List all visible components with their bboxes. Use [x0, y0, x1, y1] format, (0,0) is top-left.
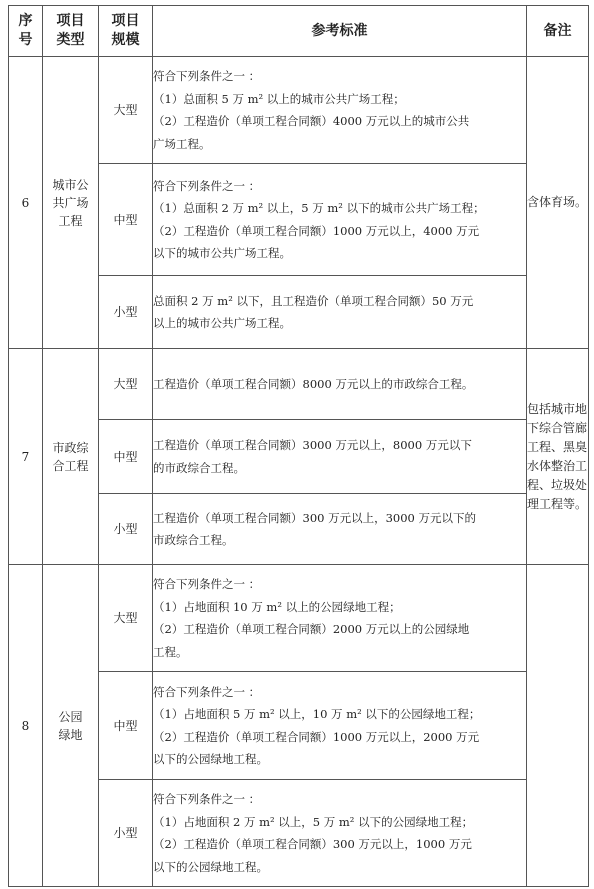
- table-row: [9, 349, 589, 420]
- header-note: 备注: [527, 6, 589, 57]
- header-type: 项目类型: [43, 6, 99, 57]
- note-cell: [527, 565, 589, 887]
- header-row: [9, 6, 589, 57]
- header-seq: 序号: [9, 6, 43, 57]
- type-cell: 市政综合工程: [43, 349, 99, 565]
- scale-cell: 小型: [99, 276, 153, 349]
- criteria-cell: 工程造价（单项工程合同额）300 万元以上，3000 万元以下的 市政综合工程。: [153, 494, 527, 565]
- type-cell: 公园绿地: [43, 565, 99, 887]
- note-cell: 含体育场。: [527, 57, 589, 349]
- criteria-cell: 总面积 2 万 m² 以下，且工程造价（单项工程合同额）50 万元 以上的城市公共广场工程。: [153, 276, 527, 349]
- scale-cell: 中型: [99, 672, 153, 780]
- scale-cell: 中型: [99, 420, 153, 494]
- standards-table: [8, 5, 589, 887]
- note-cell: 包括城市地下综合管廊工程、黑臭水体整治工程、垃圾处理工程等。: [527, 349, 589, 565]
- criteria-cell: 符合下列条件之一 ： （1）占地面积 10 万 m² 以上的公园绿地工程； （2）工程造价（单项工程合同额）2000 万元以上的公园绿地 工程。: [153, 565, 527, 672]
- table-row: [9, 57, 589, 164]
- scale-cell: 大型: [99, 565, 153, 672]
- seq-cell: 6: [9, 57, 43, 349]
- scale-cell: 大型: [99, 349, 153, 420]
- header-criteria: 参考标准: [153, 6, 527, 57]
- criteria-cell: 符合下列条件之一 ： （1）总面积 5 万 m² 以上的城市公共广场工程； （2）工程造价（单项工程合同额）4000 万元以上的城市公共 广场工程。: [153, 57, 527, 164]
- scale-cell: 中型: [99, 164, 153, 276]
- criteria-cell: 符合下列条件之一 ： （1）占地面积 2 万 m² 以上，5 万 m² 以下的公园绿地工程； （2）工程造价（单项工程合同额）300 万元以上，1000 万元 以下的公园绿地工程。: [153, 780, 527, 887]
- criteria-cell: 符合下列条件之一 ： （1）占地面积 5 万 m² 以上，10 万 m² 以下的公园绿地工程； （2）工程造价（单项工程合同额）1000 万元以上，2000 万元 以下的公园绿地工程。: [153, 672, 527, 780]
- criteria-cell: 符合下列条件之一 ： （1）总面积 2 万 m² 以上，5 万 m² 以下的城市公共广场工程； （2）工程造价（单项工程合同额）1000 万元以上，4000 万元 以下的城市公共广场工程。: [153, 164, 527, 276]
- header-scale: 项目规模: [99, 6, 153, 57]
- criteria-cell: 工程造价（单项工程合同额）3000 万元以上，8000 万元以下 的市政综合工程。: [153, 420, 527, 494]
- seq-cell: 8: [9, 565, 43, 887]
- scale-cell: 小型: [99, 494, 153, 565]
- table-row: [9, 565, 589, 672]
- type-cell: 城市公共广场工程: [43, 57, 99, 349]
- scale-cell: 小型: [99, 780, 153, 887]
- scale-cell: 大型: [99, 57, 153, 164]
- seq-cell: 7: [9, 349, 43, 565]
- criteria-cell: 工程造价（单项工程合同额）8000 万元以上的市政综合工程。: [153, 349, 527, 420]
